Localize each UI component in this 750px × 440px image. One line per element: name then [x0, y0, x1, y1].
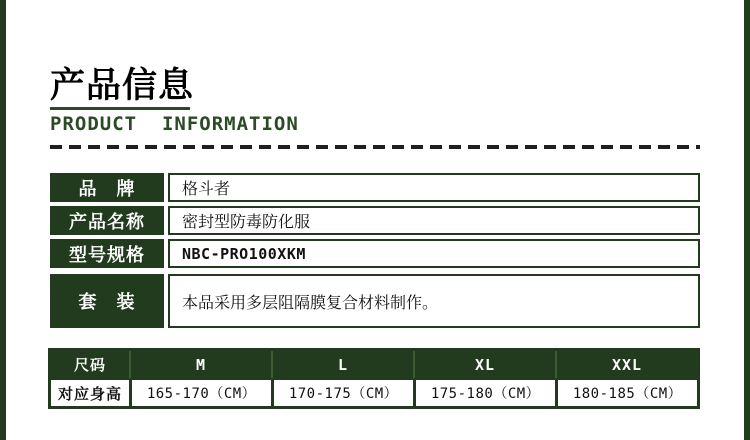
product-name-label: 产品名称 [50, 206, 164, 235]
height-value-m: 165-170（CM） [129, 380, 271, 406]
section-header [50, 67, 299, 135]
brand-value: 格斗者 [168, 173, 700, 202]
left-edge-accent-strip [0, 0, 6, 440]
size-chart-height-row [51, 380, 697, 406]
model-spec-label: 型号规格 [50, 239, 164, 268]
table-row-set [50, 274, 700, 328]
height-row-label: 对应身高 [51, 380, 129, 406]
set-label: 套 装 [50, 274, 164, 328]
size-header-xxl: XXL [555, 351, 697, 378]
page-title: 产品信息 [50, 66, 195, 105]
table-row-product-name [50, 206, 700, 235]
dashed-divider [50, 145, 700, 149]
page-subtitle: PRODUCT INFORMATION [50, 113, 299, 135]
size-header-l: L [271, 351, 413, 378]
spec-table [50, 173, 700, 332]
table-row-model-spec [50, 239, 700, 268]
model-spec-value: NBC-PRO100XKM [168, 239, 700, 268]
right-edge-accent-strip [744, 0, 750, 440]
height-value-l: 170-175（CM） [271, 380, 413, 406]
table-row-brand [50, 173, 700, 202]
title-underline [50, 107, 190, 110]
set-value: 本品采用多层阻隔膜复合材料制作。 [168, 274, 700, 328]
product-name-value: 密封型防毒防化服 [168, 206, 700, 235]
size-chart-header-row [51, 351, 697, 378]
size-header-m: M [129, 351, 271, 378]
height-value-xl: 175-180（CM） [413, 380, 555, 406]
brand-label: 品 牌 [50, 173, 164, 202]
size-chart-table [48, 348, 700, 409]
size-header-xl: XL [413, 351, 555, 378]
size-header-label: 尺码 [51, 351, 129, 378]
height-value-xxl: 180-185（CM） [555, 380, 697, 406]
